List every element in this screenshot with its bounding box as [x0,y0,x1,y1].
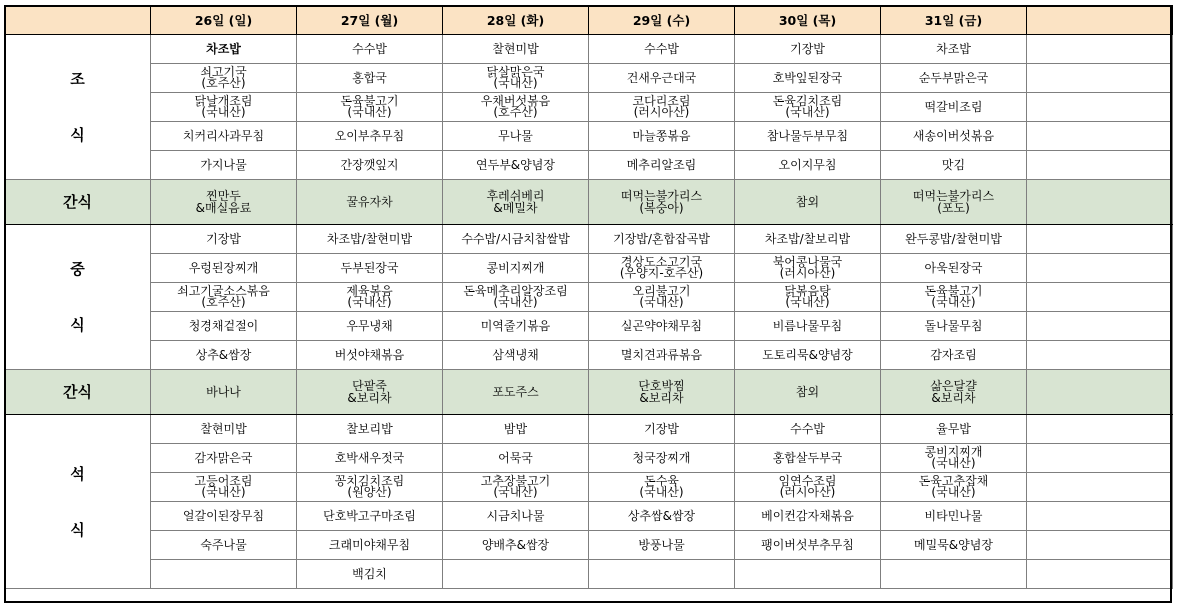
dish-name: 연두부&양념장 [476,157,555,172]
dish-name: 단호박고구마조림 [323,508,416,523]
dish-name: 맛김 [941,157,966,172]
dish-name: 떠먹는불가리스 [912,189,995,203]
dish-name: 양배추&쌈장 [481,537,550,552]
menu-cell [443,444,589,473]
menu-cell [151,502,297,531]
dish-name: 시금치나물 [486,508,545,523]
menu-cell [881,93,1027,122]
menu-cell [589,531,735,560]
breakfast-row [5,93,1173,122]
dish-origin: (원양산) [347,485,392,499]
menu-cell [735,370,881,415]
dish-origin: (국내산) [347,105,392,119]
menu-cell [589,560,735,589]
header-day: 26일 (일) [151,6,297,35]
dish-name: 찐만두 [206,189,241,203]
dish-name: 수수밥/시금치찹쌀밥 [461,231,570,246]
dish-name: 밤밥 [503,421,528,436]
menu-cell [1027,444,1173,473]
header-extra [1027,6,1173,35]
menu-cell [443,312,589,341]
dish-origin: (국내산) [785,295,830,309]
dish-origin: (국내산) [347,295,392,309]
breakfast-row [5,35,1173,64]
dish-origin: &메밀차 [493,201,538,215]
menu-cell [881,312,1027,341]
menu-cell [151,93,297,122]
dish-name: 콩비지찌개 [486,260,545,275]
menu-cell [443,64,589,93]
menu-cell [589,35,735,64]
dish-name: 삼색냉채 [492,347,539,362]
menu-cell [443,473,589,502]
menu-cell [881,531,1027,560]
dish-name: 닭볶음탕 [784,284,831,298]
dish-name: 돌나물무침 [924,318,983,333]
menu-cell [297,283,443,312]
meal-menu-table [4,5,1173,589]
dish-name: 청경채겉절이 [188,318,259,333]
dish-origin: (러시아산) [779,266,836,280]
menu-cell [589,502,735,531]
menu-cell [589,415,735,444]
menu-cell [151,560,297,589]
dish-origin: (포도) [937,201,970,215]
dish-origin: (우양지-호주산) [619,266,704,280]
dish-name: 새송이버섯볶음 [912,128,995,143]
menu-cell [297,35,443,64]
dish-name: 상추쌈&쌈장 [627,508,696,523]
dish-name: 돈육불고기 [340,94,399,108]
menu-cell [1027,254,1173,283]
lunch-row [5,312,1173,341]
menu-cell [1027,531,1173,560]
menu-cell [589,473,735,502]
dish-name: 홍합국 [352,70,387,85]
dish-name: 기장밥 [206,231,241,246]
menu-cell [589,254,735,283]
dish-origin: (국내산) [931,295,976,309]
header-day: 28일 (화) [443,6,589,35]
dish-name: 아욱된장국 [924,260,983,275]
breakfast-row [5,151,1173,180]
dish-name: 수수밥 [352,41,387,56]
dish-name: 오이지무침 [778,157,837,172]
dish-name: 얼갈이된장무침 [182,508,265,523]
dish-name: 백김치 [352,566,387,581]
dish-name: 돈육메추리알장조림 [463,284,568,298]
dinner-row [5,502,1173,531]
dish-origin: (국내산) [931,456,976,470]
menu-cell [735,254,881,283]
menu-cell [443,502,589,531]
dish-origin: (국내산) [785,105,830,119]
dinner-row [5,473,1173,502]
snack1-row [5,180,1173,225]
dish-name: 우채버섯볶음 [480,94,551,108]
menu-cell [297,415,443,444]
dish-origin: (국내산) [639,295,684,309]
menu-cell [735,415,881,444]
menu-cell [151,180,297,225]
dish-name: 꿀유자차 [346,195,393,209]
dish-name: 감자맑은국 [194,450,253,465]
menu-cell [735,502,881,531]
dish-name: 수수밥 [790,421,825,436]
menu-cell [735,560,881,589]
meal-label-char: 중 [70,260,85,278]
dish-name: 바나나 [206,385,241,399]
dish-name: 비름나물무침 [772,318,843,333]
dish-origin: &보리차 [931,391,976,405]
menu-cell [589,283,735,312]
dish-name: 베이컨감자채볶음 [761,508,854,523]
menu-cell [443,122,589,151]
dish-name: 수수밥 [644,41,679,56]
dish-name: 찰보리밥 [346,421,393,436]
dish-name: 호박잎된장국 [772,70,843,85]
menu-cell [1027,473,1173,502]
menu-cell [151,370,297,415]
menu-cell [1027,151,1173,180]
menu-cell [589,93,735,122]
dish-origin: &매실음료 [195,201,252,215]
menu-cell [881,35,1027,64]
meal-label-char: 석 [70,464,85,483]
menu-cell [443,415,589,444]
menu-cell [881,122,1027,151]
meal-label-char: 식 [70,520,85,539]
menu-cell [881,444,1027,473]
dish-name: 오이부추무침 [334,128,405,143]
dish-name: 닭날개조림 [194,94,253,108]
menu-cell [443,151,589,180]
menu-cell [735,341,881,370]
menu-cell [881,283,1027,312]
dish-name: 청국장찌개 [632,450,691,465]
menu-cell [1027,122,1173,151]
dish-name: 꽁치김치조림 [334,474,405,488]
dinner-row [5,415,1173,444]
dish-name: 숙주나물 [200,537,247,552]
dish-name: 포도주스 [492,385,539,399]
dish-name: 율무밥 [936,421,971,436]
menu-cell [1027,341,1173,370]
menu-cell [151,151,297,180]
dish-name: 미역줄기볶음 [480,318,551,333]
menu-cell [297,254,443,283]
dish-origin: (러시아산) [633,105,690,119]
dish-name: 단호박찜 [638,379,685,393]
dish-name: 두부된장국 [340,260,399,275]
menu-cell [151,341,297,370]
snack2-row [5,370,1173,415]
menu-cell [881,225,1027,254]
menu-cell [589,225,735,254]
dish-name: 팽이버섯부추무침 [761,537,854,552]
dish-name: 치커리사과무침 [182,128,265,143]
dish-origin: (국내산) [493,485,538,499]
dish-name: 제육볶음 [346,284,393,298]
menu-cell [151,35,297,64]
menu-cell [151,254,297,283]
dish-name: 쇠고기굴소스볶음 [177,284,270,298]
menu-cell [1027,370,1173,415]
lunch-row [5,341,1173,370]
dinner-row [5,531,1173,560]
dish-name: 떡갈비조림 [924,99,983,114]
menu-cell [1027,93,1173,122]
dish-name: 돈육고추잡채 [918,474,989,488]
dish-name: 참외 [795,195,820,209]
lunch-row [5,283,1173,312]
dish-name: 고등어조림 [194,474,253,488]
menu-cell [1027,180,1173,225]
header-day: 31일 (금) [881,6,1027,35]
menu-cell [735,225,881,254]
dish-name: 경상도소고기국 [620,255,703,269]
menu-cell [589,341,735,370]
dish-name: 완두콩밥/찰현미밥 [905,231,1002,246]
dish-name: 호박새우젓국 [334,450,405,465]
menu-cell [881,502,1027,531]
menu-cell [443,341,589,370]
menu-cell [735,531,881,560]
dish-name: 기장밥 [644,421,679,436]
dish-name: 어묵국 [498,450,533,465]
menu-cell [735,444,881,473]
dish-name: 후레쉬베리 [486,189,545,203]
dish-name: 차조밥/찰현미밥 [326,231,413,246]
menu-cell [1027,415,1173,444]
dinner-label [5,415,151,589]
meal-label-char: 식 [70,316,85,334]
menu-cell [735,64,881,93]
dish-origin: (국내산) [493,295,538,309]
menu-cell [297,531,443,560]
menu-cell [151,473,297,502]
dish-origin: (국내산) [639,485,684,499]
dish-name: 상추&쌈장 [195,347,252,362]
dish-origin: (복숭아) [639,201,684,215]
dish-name: 단팥죽 [352,379,387,393]
menu-cell [735,283,881,312]
menu-cell [881,64,1027,93]
menu-cell [1027,502,1173,531]
menu-cell [151,444,297,473]
dish-origin: &보리차 [639,391,684,405]
menu-cell [1027,560,1173,589]
dish-name: 떠먹는불가리스 [620,189,703,203]
menu-cell [735,122,881,151]
dish-name: 참나물두부무침 [766,128,849,143]
menu-cell [443,531,589,560]
dish-name: 버섯야채볶음 [334,347,405,362]
menu-cell [443,225,589,254]
menu-cell [881,254,1027,283]
header-row [5,6,1173,35]
menu-cell [1027,35,1173,64]
dish-name: 멸치견과류볶음 [620,347,703,362]
dinner-row [5,560,1173,589]
dish-name: 실곤약야채무침 [620,318,703,333]
header-day: 29일 (수) [589,6,735,35]
menu-cell [297,64,443,93]
dish-name: 콩비지찌개 [924,445,983,459]
header-corner [5,6,151,35]
dish-name: 삶은달걀 [930,379,977,393]
dish-name: 간장깻잎지 [340,157,399,172]
dish-name: 메추리알조림 [626,157,697,172]
meal-label-char: 식 [70,126,85,144]
lunch-label [5,225,151,370]
menu-cell [881,415,1027,444]
breakfast-row [5,64,1173,93]
dish-name: 코다리조림 [632,94,691,108]
dish-name: 찰현미밥 [200,421,247,436]
menu-cell [151,225,297,254]
breakfast-label [5,35,151,180]
menu-cell [297,151,443,180]
menu-cell [1027,283,1173,312]
dish-name: 돈육불고기 [924,284,983,298]
menu-cell [297,122,443,151]
menu-cell [589,312,735,341]
dish-name: 마늘쫑볶음 [632,128,691,143]
menu-cell [443,35,589,64]
menu-cell [151,415,297,444]
menu-cell [735,93,881,122]
menu-cell [735,312,881,341]
menu-cell [443,180,589,225]
snack-label: 간식 [5,180,151,225]
menu-cell [443,254,589,283]
menu-cell [1027,225,1173,254]
dish-name: 참외 [795,385,820,399]
menu-cell [297,473,443,502]
dish-origin: (국내산) [493,76,538,90]
dish-name: 순두부맑은국 [918,70,989,85]
dish-origin: (러시아산) [779,485,836,499]
menu-cell [443,93,589,122]
menu-cell [297,341,443,370]
dish-name: 쇠고기국 [200,65,247,79]
menu-cell [735,35,881,64]
menu-cell [735,151,881,180]
dish-origin: (국내산) [201,105,246,119]
meal-label-char: 조 [70,70,85,88]
menu-cell [297,312,443,341]
dish-name: 돈수육 [644,474,679,488]
dish-name: 차조밥/찰보리밥 [764,231,851,246]
dish-name: 오리불고기 [632,284,691,298]
menu-cell [881,151,1027,180]
dish-origin: &보리차 [347,391,392,405]
dinner-row [5,444,1173,473]
menu-cell [881,370,1027,415]
menu-cell [443,283,589,312]
menu-cell [443,370,589,415]
dish-name: 감자조림 [930,347,977,362]
dish-name: 메밀묵&양념장 [914,537,993,552]
menu-cell [1027,312,1173,341]
dish-name: 북어콩나물국 [772,255,843,269]
dish-name: 기장밥 [790,41,825,56]
dish-name: 돈육김치조림 [772,94,843,108]
menu-cell [881,341,1027,370]
menu-cell [589,122,735,151]
menu-cell [589,370,735,415]
dish-name: 닭살맑은국 [486,65,545,79]
menu-cell [297,225,443,254]
menu-cell [151,312,297,341]
menu-cell [297,560,443,589]
menu-cell [297,444,443,473]
lunch-row [5,225,1173,254]
menu-cell [297,370,443,415]
menu-cell [735,180,881,225]
header-day: 30일 (목) [735,6,881,35]
dish-name: 찰현미밥 [492,41,539,56]
dish-name: 무나물 [498,128,533,143]
dish-name: 임연수조림 [778,474,837,488]
dish-origin: (호주산) [493,105,538,119]
dish-name: 건새우근대국 [626,70,697,85]
menu-cell [151,283,297,312]
dish-name: 비타민나물 [924,508,983,523]
dish-name: 차조밥 [206,41,241,56]
dish-name: 홍합살두부국 [772,450,843,465]
dish-name: 방풍나물 [638,537,685,552]
menu-cell [1027,64,1173,93]
menu-cell [151,64,297,93]
dish-name: 고추장불고기 [480,474,551,488]
menu-cell [297,93,443,122]
menu-cell [443,560,589,589]
menu-cell [589,64,735,93]
dish-name: 차조밥 [936,41,971,56]
menu-cell [589,151,735,180]
menu-cell [151,122,297,151]
menu-cell [735,473,881,502]
dish-name: 도토리묵&양념장 [762,347,853,362]
menu-cell [881,180,1027,225]
dish-name: 우렁된장찌개 [188,260,259,275]
menu-cell [881,560,1027,589]
snack-label: 간식 [5,370,151,415]
menu-cell [297,180,443,225]
menu-cell [297,502,443,531]
dish-origin: (호주산) [201,295,246,309]
header-day: 27일 (월) [297,6,443,35]
menu-cell [589,444,735,473]
dish-origin: (국내산) [931,485,976,499]
menu-cell [151,531,297,560]
dish-origin: (호주산) [201,76,246,90]
lunch-row [5,254,1173,283]
dish-name: 우무냉채 [346,318,393,333]
menu-cell [881,473,1027,502]
menu-cell [589,180,735,225]
dish-name: 가지나물 [200,157,247,172]
breakfast-row [5,122,1173,151]
dish-name: 기장밥/혼합잡곡밥 [613,231,710,246]
dish-name: 크래미야채무침 [328,537,411,552]
dish-origin: (국내산) [201,485,246,499]
